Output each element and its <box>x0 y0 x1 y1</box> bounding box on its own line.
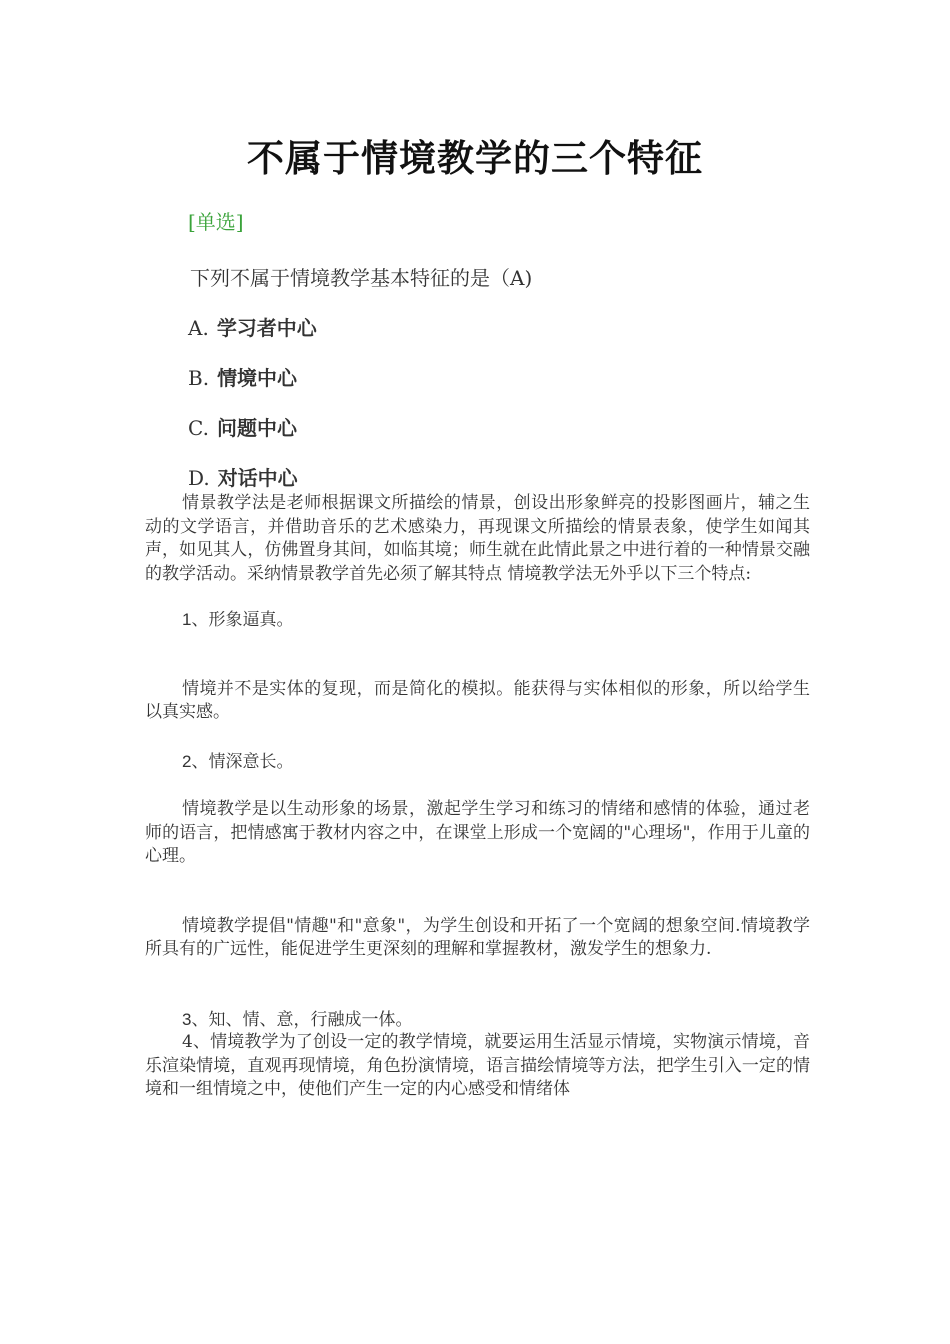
point-2-extra-paragraph: 情境教学提倡"情趣"和"意象"，为学生创设和开拓了一个宽阔的想象空间.情境教学所具有的广远性，能促进学生更深刻的理解和掌握教材，激发学生的想象力. <box>145 915 810 959</box>
option-text: 情境中心 <box>217 366 298 390</box>
option-a <box>188 312 808 362</box>
option-text: 对话中心 <box>217 466 298 490</box>
point-1-paragraph: 情境并不是实体的复现，而是简化的模拟。能获得与实体相似的形象，所以给学生以真实感。 <box>145 678 810 722</box>
point-2-heading: 2、情深意长。 <box>182 751 294 771</box>
page-title: 不属于情境教学的三个特征 <box>247 137 703 180</box>
option-letter: D. <box>188 466 210 490</box>
article-body <box>145 492 810 1102</box>
option-b <box>188 362 808 412</box>
spacer <box>145 586 810 608</box>
spacer <box>145 725 810 750</box>
point-2-paragraph: 情境教学是以生动形象的场景，激起学生学习和练习的情绪和感情的体验，通过老师的语言，把情感寓于教材内容之中，在课堂上形成一个宽阔的"心理场"，作用于儿童的心理。 <box>145 799 810 866</box>
question-stem: 下列不属于情境教学基本特征的是（A) <box>190 266 533 290</box>
question-block <box>188 206 808 512</box>
spacer <box>145 869 810 915</box>
spacer <box>145 962 810 1008</box>
option-letter: C. <box>188 416 209 440</box>
option-letter: A. <box>188 316 209 340</box>
question-type-label: [单选] <box>188 210 244 234</box>
point-1-heading: 1、形象逼真。 <box>182 610 294 629</box>
option-letter: B. <box>188 366 210 390</box>
spacer <box>145 773 810 798</box>
option-text: 学习者中心 <box>216 316 317 340</box>
point-4-paragraph: 4、情境教学为了创设一定的教学情境，就要运用生活显示情境，实物演示情境，音乐渲染情境，直观再现情境，角色扮演情境，语言描绘情境等方法，把学生引入一定的情境和一组情境之中，使他们产生一定的内心感受和情绪体 <box>145 1032 810 1099</box>
spacer <box>145 632 810 678</box>
point-3-heading: 3、知、情、意，行融成一体。 <box>182 1009 413 1029</box>
option-text: 问题中心 <box>216 416 297 440</box>
option-c <box>188 412 808 462</box>
intro-paragraph: 情景教学法是老师根据课文所描绘的情景，创设出形象鲜亮的投影图画片，辅之生动的文学语言，并借助音乐的艺术感染力，再现课文所描绘的情景表象，使学生如闻其声，如见其人，仿佛置身其间，如临其境；师生就在此情此景之中进行着的一种情景交融的教学活动。采纳情景教学首先必须了解其特点 情境教学法无外乎以下三个特点: <box>145 493 810 584</box>
